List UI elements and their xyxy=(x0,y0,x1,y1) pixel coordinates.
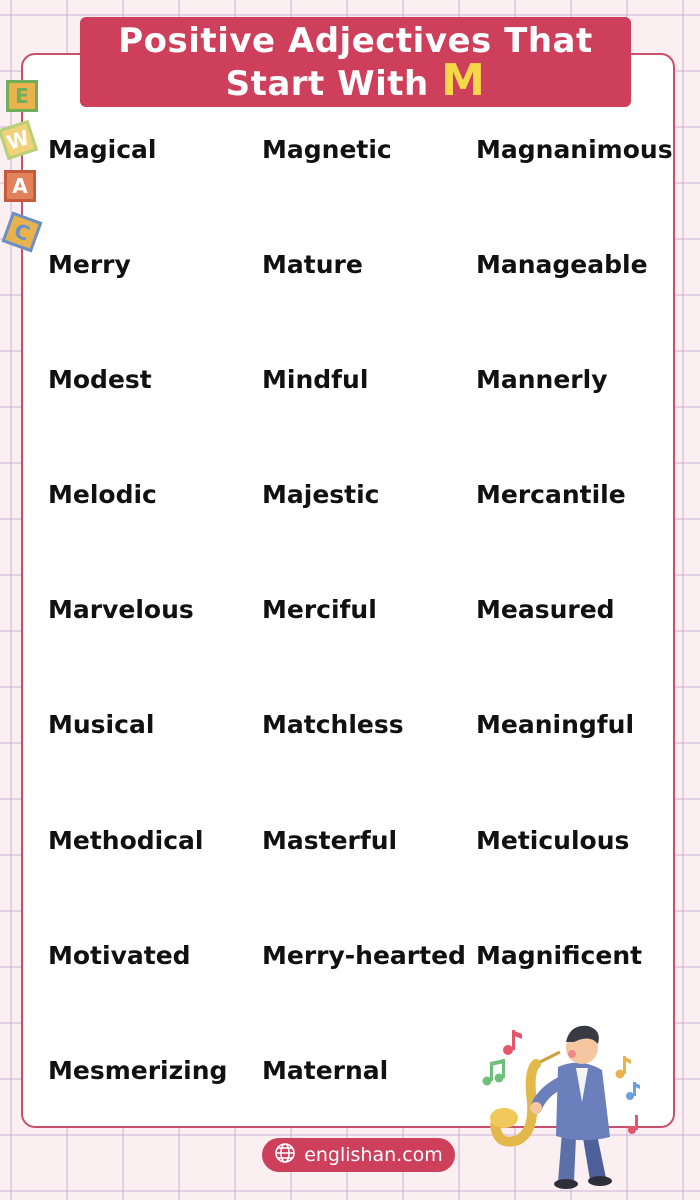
word-item: Merry-hearted xyxy=(262,940,466,970)
title-line-1: Positive Adjectives That xyxy=(118,21,593,61)
word-item: Measured xyxy=(476,595,615,625)
footer-site-badge[interactable] xyxy=(262,1138,455,1172)
title-line-2 xyxy=(80,55,631,106)
word-item: Mercantile xyxy=(476,480,626,510)
title-banner xyxy=(80,17,631,107)
block-a: A xyxy=(4,170,36,202)
block-e: E xyxy=(6,80,38,112)
word-item: Merry xyxy=(48,250,131,280)
word-item: Maternal xyxy=(262,1055,389,1085)
word-item: Meticulous xyxy=(476,825,630,855)
word-item: Methodical xyxy=(48,825,204,855)
word-item: Meaningful xyxy=(476,710,635,740)
word-item: Masterful xyxy=(262,825,398,855)
word-item: Manageable xyxy=(476,250,648,280)
adjective-grid xyxy=(48,130,678,1166)
word-item: Magnificent xyxy=(476,940,643,970)
word-item: Mature xyxy=(262,250,363,280)
footer-site-text[interactable]: englishan.com xyxy=(304,1144,443,1166)
word-item: Magnetic xyxy=(262,135,392,164)
word-item: Melodic xyxy=(48,480,157,510)
saxophone-player-icon xyxy=(470,1012,655,1192)
word-item: Musical xyxy=(48,710,155,740)
word-item: Magical xyxy=(48,135,157,164)
title-start-with: Start With xyxy=(225,64,429,104)
word-item: Magnanimous xyxy=(476,135,673,164)
globe-icon xyxy=(274,1142,296,1169)
block-w: W xyxy=(0,120,38,160)
word-item: Matchless xyxy=(262,710,404,740)
word-item: Mesmerizing xyxy=(48,1055,228,1085)
word-item: Marvelous xyxy=(48,595,194,625)
word-item: Majestic xyxy=(262,480,380,510)
word-item: Mannerly xyxy=(476,365,608,395)
word-item: Motivated xyxy=(48,940,191,970)
word-item: Merciful xyxy=(262,595,377,625)
title-letter: M xyxy=(441,55,486,106)
word-item: Mindful xyxy=(262,365,369,395)
word-item: Modest xyxy=(48,365,152,395)
block-c: C xyxy=(1,211,42,252)
